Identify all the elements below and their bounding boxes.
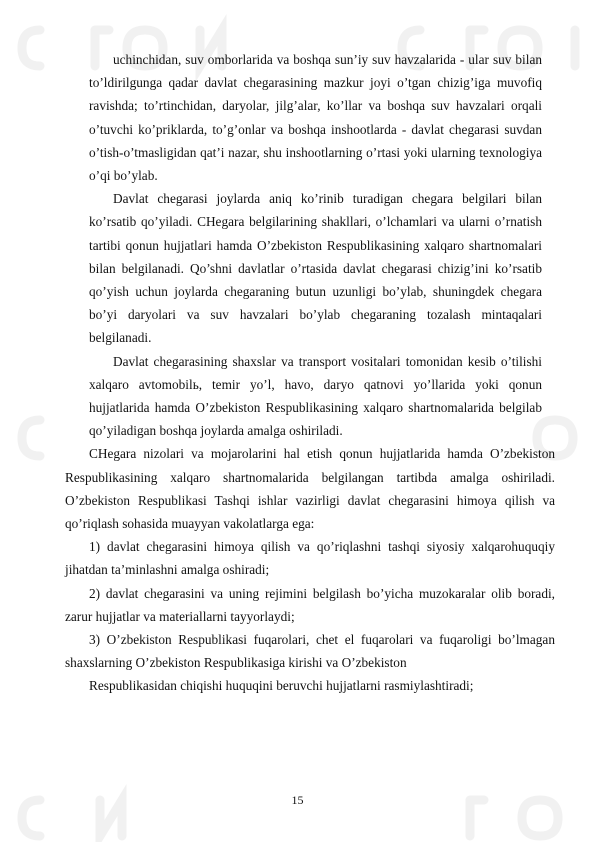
paragraph-border-disputes: CHegara nizolari va mojarolarini hal etish qonun hujjatlarida hamda O’zbekiston Respublikasining xalqaro shartnomalarida belgilangan tartibda amalga oshiriladi. O’zbekiston Respublikasi Tashqi ishlar vazirligi davlat chegarasini himoya qilish va qo’riqlash sohasida muayyan vakolatlarga ega:	[65, 446, 555, 532]
list-item-2: 2) davlat chegarasini va uning rejimini belgilash bo’yicha muzokaralar olib boradi, zarur hujjatlar va materiallarni tayyorlaydi;	[65, 585, 555, 624]
list-item-3: 3) O’zbekiston Respublikasi fuqarolari, chet el fuqarolari va fuqaroligi bo’lmagan shaxslarning O’zbekiston Respublikasiga kirishi va O’zbekiston	[65, 632, 555, 671]
paragraph-border-signs: Davlat chegarasi joylarda aniq ko’rinib turadigan chegara belgilari bilan ko’rsatib qo’yiladi. CHegara belgilarining shakllari, o’lchamlari va ularni o’rnatish tartibi qonun hujjatlari hamda O’zbekiston Respublikasining xalqaro shartnomalari bilan belgilanadi. Qo’shni davlatlar o’rtasida davlat chegarasi chizig’ini ko’rsatib qo’yish uchun joylarda chegaraning butun uzunligi bo’ylab, shuningdek chegara bo’yi daryolari va suv havzalari bo’ylab chegaraning tozalash mintaqalari belgilanadi.	[89, 191, 542, 346]
text-block-indented	[65, 48, 542, 442]
paragraph-border-crossing: Davlat chegarasining shaxslar va transport vositalari tomonidan kesib o’tilishi xalqaro avtomobilь, temir yo’l, havo, daryo qatnovi yo’llarida yoki qonun hujjatlarida hamda O’zbekiston Respublikasining xalqaro shartnomalarida belgilab qo’yiladigan boshqa joylarda amalga oshiriladi.	[89, 353, 542, 439]
list-item-1: 1) davlat chegarasini himoya qilish va qo’riqlashni tashqi siyosiy xalqarohuquqiy jihatdan ta’minlashni amalga oshiradi;	[65, 539, 555, 578]
paragraph-water-bodies: uchinchidan, suv omborlarida va boshqa sun’iy suv havzalarida - ular suv bilan to’ldirilgunga qadar davlat chegarasining mazkur joyi o’tgan chizig’iga muvofiq ravishda; to’rtinchidan, daryolar, jilg’alar, ko’llar va boshqa suv havzalari orqali o’tuvchi ko’priklarda, to’g’onlar va boshqa inshootlarda - davlat chegarasi suvdan o’tish-o’tmasligidan qat’i nazar, shu inshootlarning o’rtasi yoki ularning texnologiya o’qi bo’ylab.	[89, 52, 542, 184]
text-block-full	[65, 442, 555, 697]
page-number: 15	[291, 793, 304, 807]
page-body	[65, 48, 555, 698]
continuation-line: Respublikasidan chiqishi huquqini beruvchi hujjatlarni rasmiylashtiradi;	[89, 678, 474, 694]
